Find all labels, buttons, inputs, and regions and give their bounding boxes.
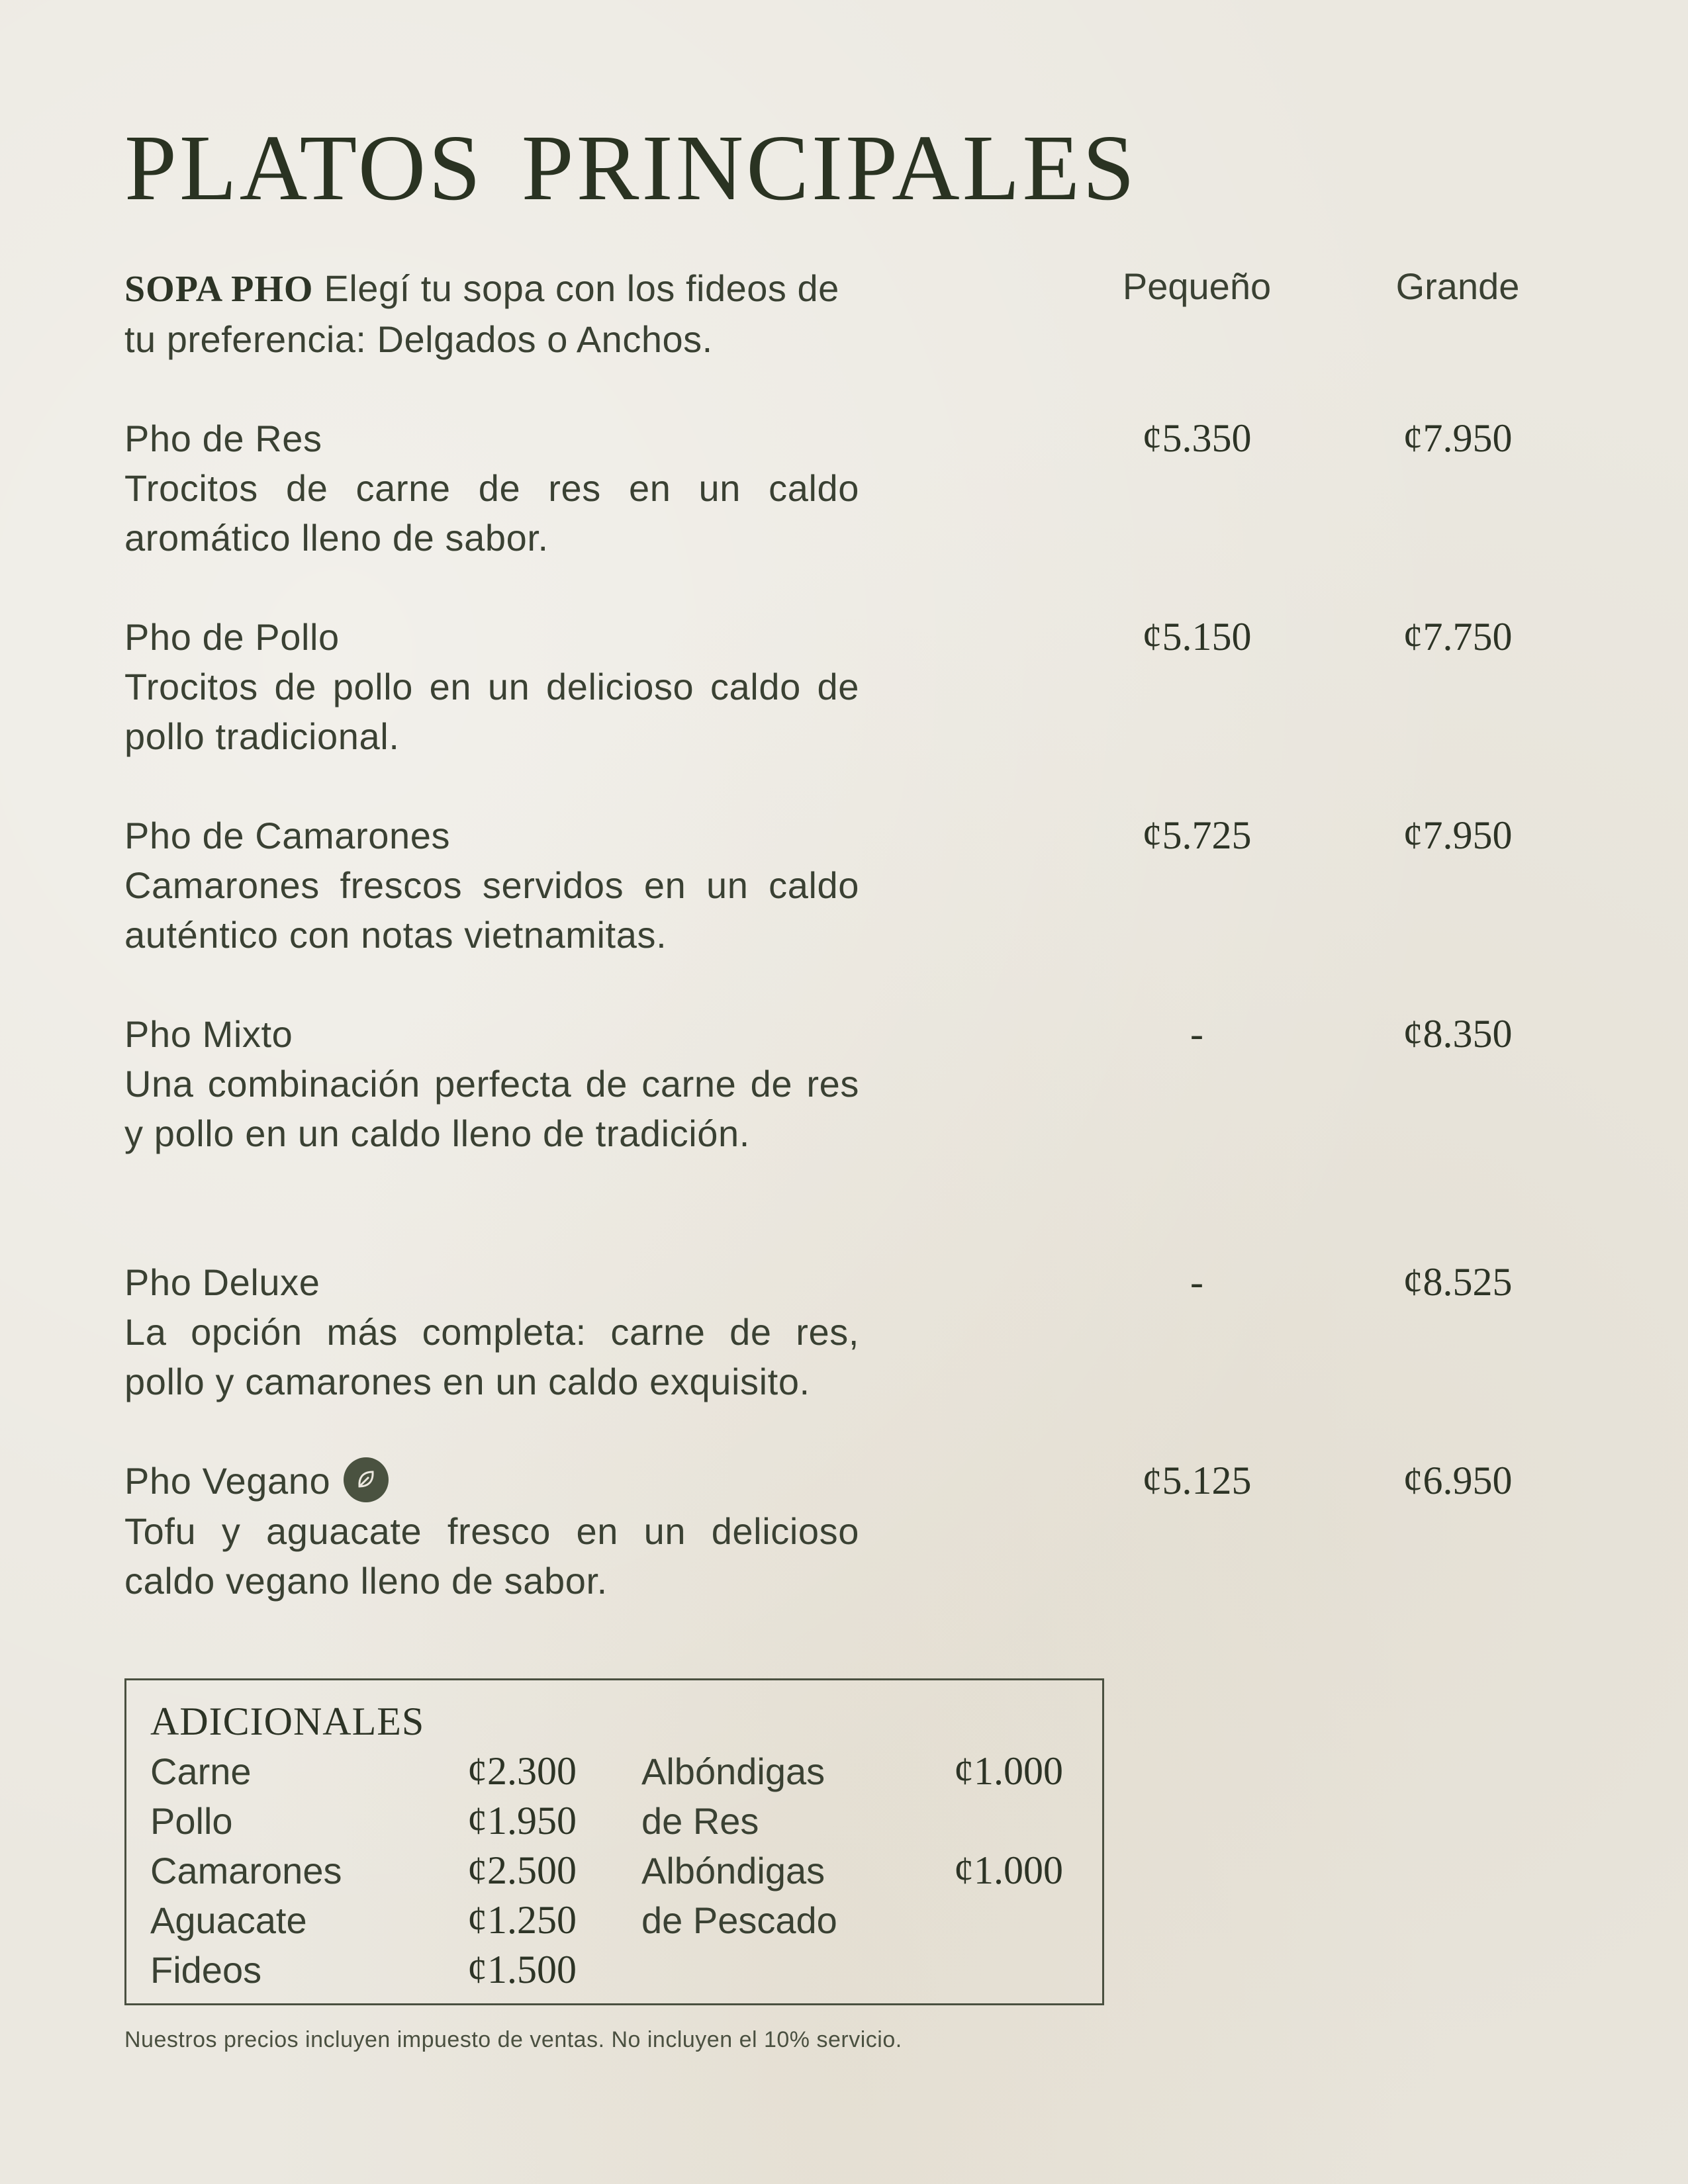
dish-description: La opción más completa: carne de res, pollo y camarones en un caldo exquisito. <box>124 1311 859 1402</box>
leaf-icon <box>344 1457 389 1502</box>
extra-name-continued: de Pescado <box>641 1899 837 1941</box>
dish-item <box>124 1456 1581 1606</box>
dish-description: Trocitos de pollo en un delicioso caldo de pollo tradicional. <box>124 666 859 757</box>
extra-price: ¢1.250 <box>467 1898 577 1942</box>
dish-name-row <box>124 1456 859 1506</box>
dish-item <box>124 414 1581 563</box>
dish-price-large: ¢7.950 <box>1403 813 1513 857</box>
section-intro <box>124 263 859 364</box>
dish-name: Pho Vegano <box>124 1460 331 1502</box>
dish-price-small: ¢5.725 <box>1142 813 1252 857</box>
extra-price: ¢2.300 <box>467 1749 577 1793</box>
dish-price-large: ¢8.350 <box>1403 1012 1513 1056</box>
extra-name: Albóndigas <box>641 1751 825 1792</box>
extra-name: Fideos <box>150 1949 262 1991</box>
extras-box <box>124 1678 1104 2005</box>
section-intro-text: Elegí tu sopa con los fideos de tu preferencia: Delgados o Anchos. <box>124 267 839 360</box>
section-lead: SOPA PHO <box>124 269 314 310</box>
extra-name: Aguacate <box>150 1899 307 1941</box>
extras-title: ADICIONALES <box>150 1700 425 1743</box>
footnote: Nuestros precios incluyen impuesto de ventas. No incluyen el 10% servicio. <box>124 2027 902 2052</box>
dish-name: Pho Deluxe <box>124 1261 320 1303</box>
dish-description: Camarones frescos servidos en un caldo auténtico con notas vietnamitas. <box>124 864 859 956</box>
dish-price-large: ¢8.525 <box>1403 1260 1513 1304</box>
dish-item <box>124 1257 1581 1406</box>
page-title: PLATOS PRINCIPALES <box>124 115 1138 220</box>
dish-price-small: ¢5.150 <box>1142 615 1252 659</box>
dish-name: Pho Mixto <box>124 1013 293 1055</box>
dish-description: Tofu y aguacate fresco en un delicioso caldo vegano lleno de sabor. <box>124 1510 859 1602</box>
extra-name: Albóndigas <box>641 1850 825 1891</box>
dish-price-small: - <box>1190 1012 1203 1056</box>
dish-price-large: ¢7.750 <box>1403 615 1513 659</box>
dish-price-small: ¢5.125 <box>1142 1459 1252 1502</box>
extra-price: ¢1.500 <box>467 1948 577 1991</box>
column-header-small: Pequeño <box>1122 265 1272 307</box>
extra-price: ¢1.000 <box>954 1749 1063 1793</box>
dish-price-large: ¢7.950 <box>1403 416 1513 460</box>
dish-description: Trocitos de carne de res en un caldo aromático lleno de sabor. <box>124 467 859 559</box>
dish-price-small: ¢5.350 <box>1142 416 1252 460</box>
dish-item <box>124 1009 1581 1158</box>
extra-price: ¢1.950 <box>467 1799 577 1843</box>
dish-name: Pho de Res <box>124 418 322 459</box>
extra-name: Pollo <box>150 1800 233 1842</box>
extra-name: Carne <box>150 1751 252 1792</box>
dish-name: Pho de Camarones <box>124 815 451 856</box>
dish-item <box>124 811 1581 960</box>
dish-price-large: ¢6.950 <box>1403 1459 1513 1502</box>
extra-price: ¢1.000 <box>954 1848 1063 1892</box>
column-header-large: Grande <box>1395 265 1520 307</box>
dish-description: Una combinación perfecta de carne de res y pollo en un caldo lleno de tradición. <box>124 1063 859 1154</box>
extra-price: ¢2.500 <box>467 1848 577 1892</box>
dish-price-small: - <box>1190 1260 1203 1304</box>
dish-item <box>124 612 1581 761</box>
extra-name-continued: de Res <box>641 1800 759 1842</box>
dish-name: Pho de Pollo <box>124 616 340 658</box>
extra-name: Camarones <box>150 1850 342 1891</box>
